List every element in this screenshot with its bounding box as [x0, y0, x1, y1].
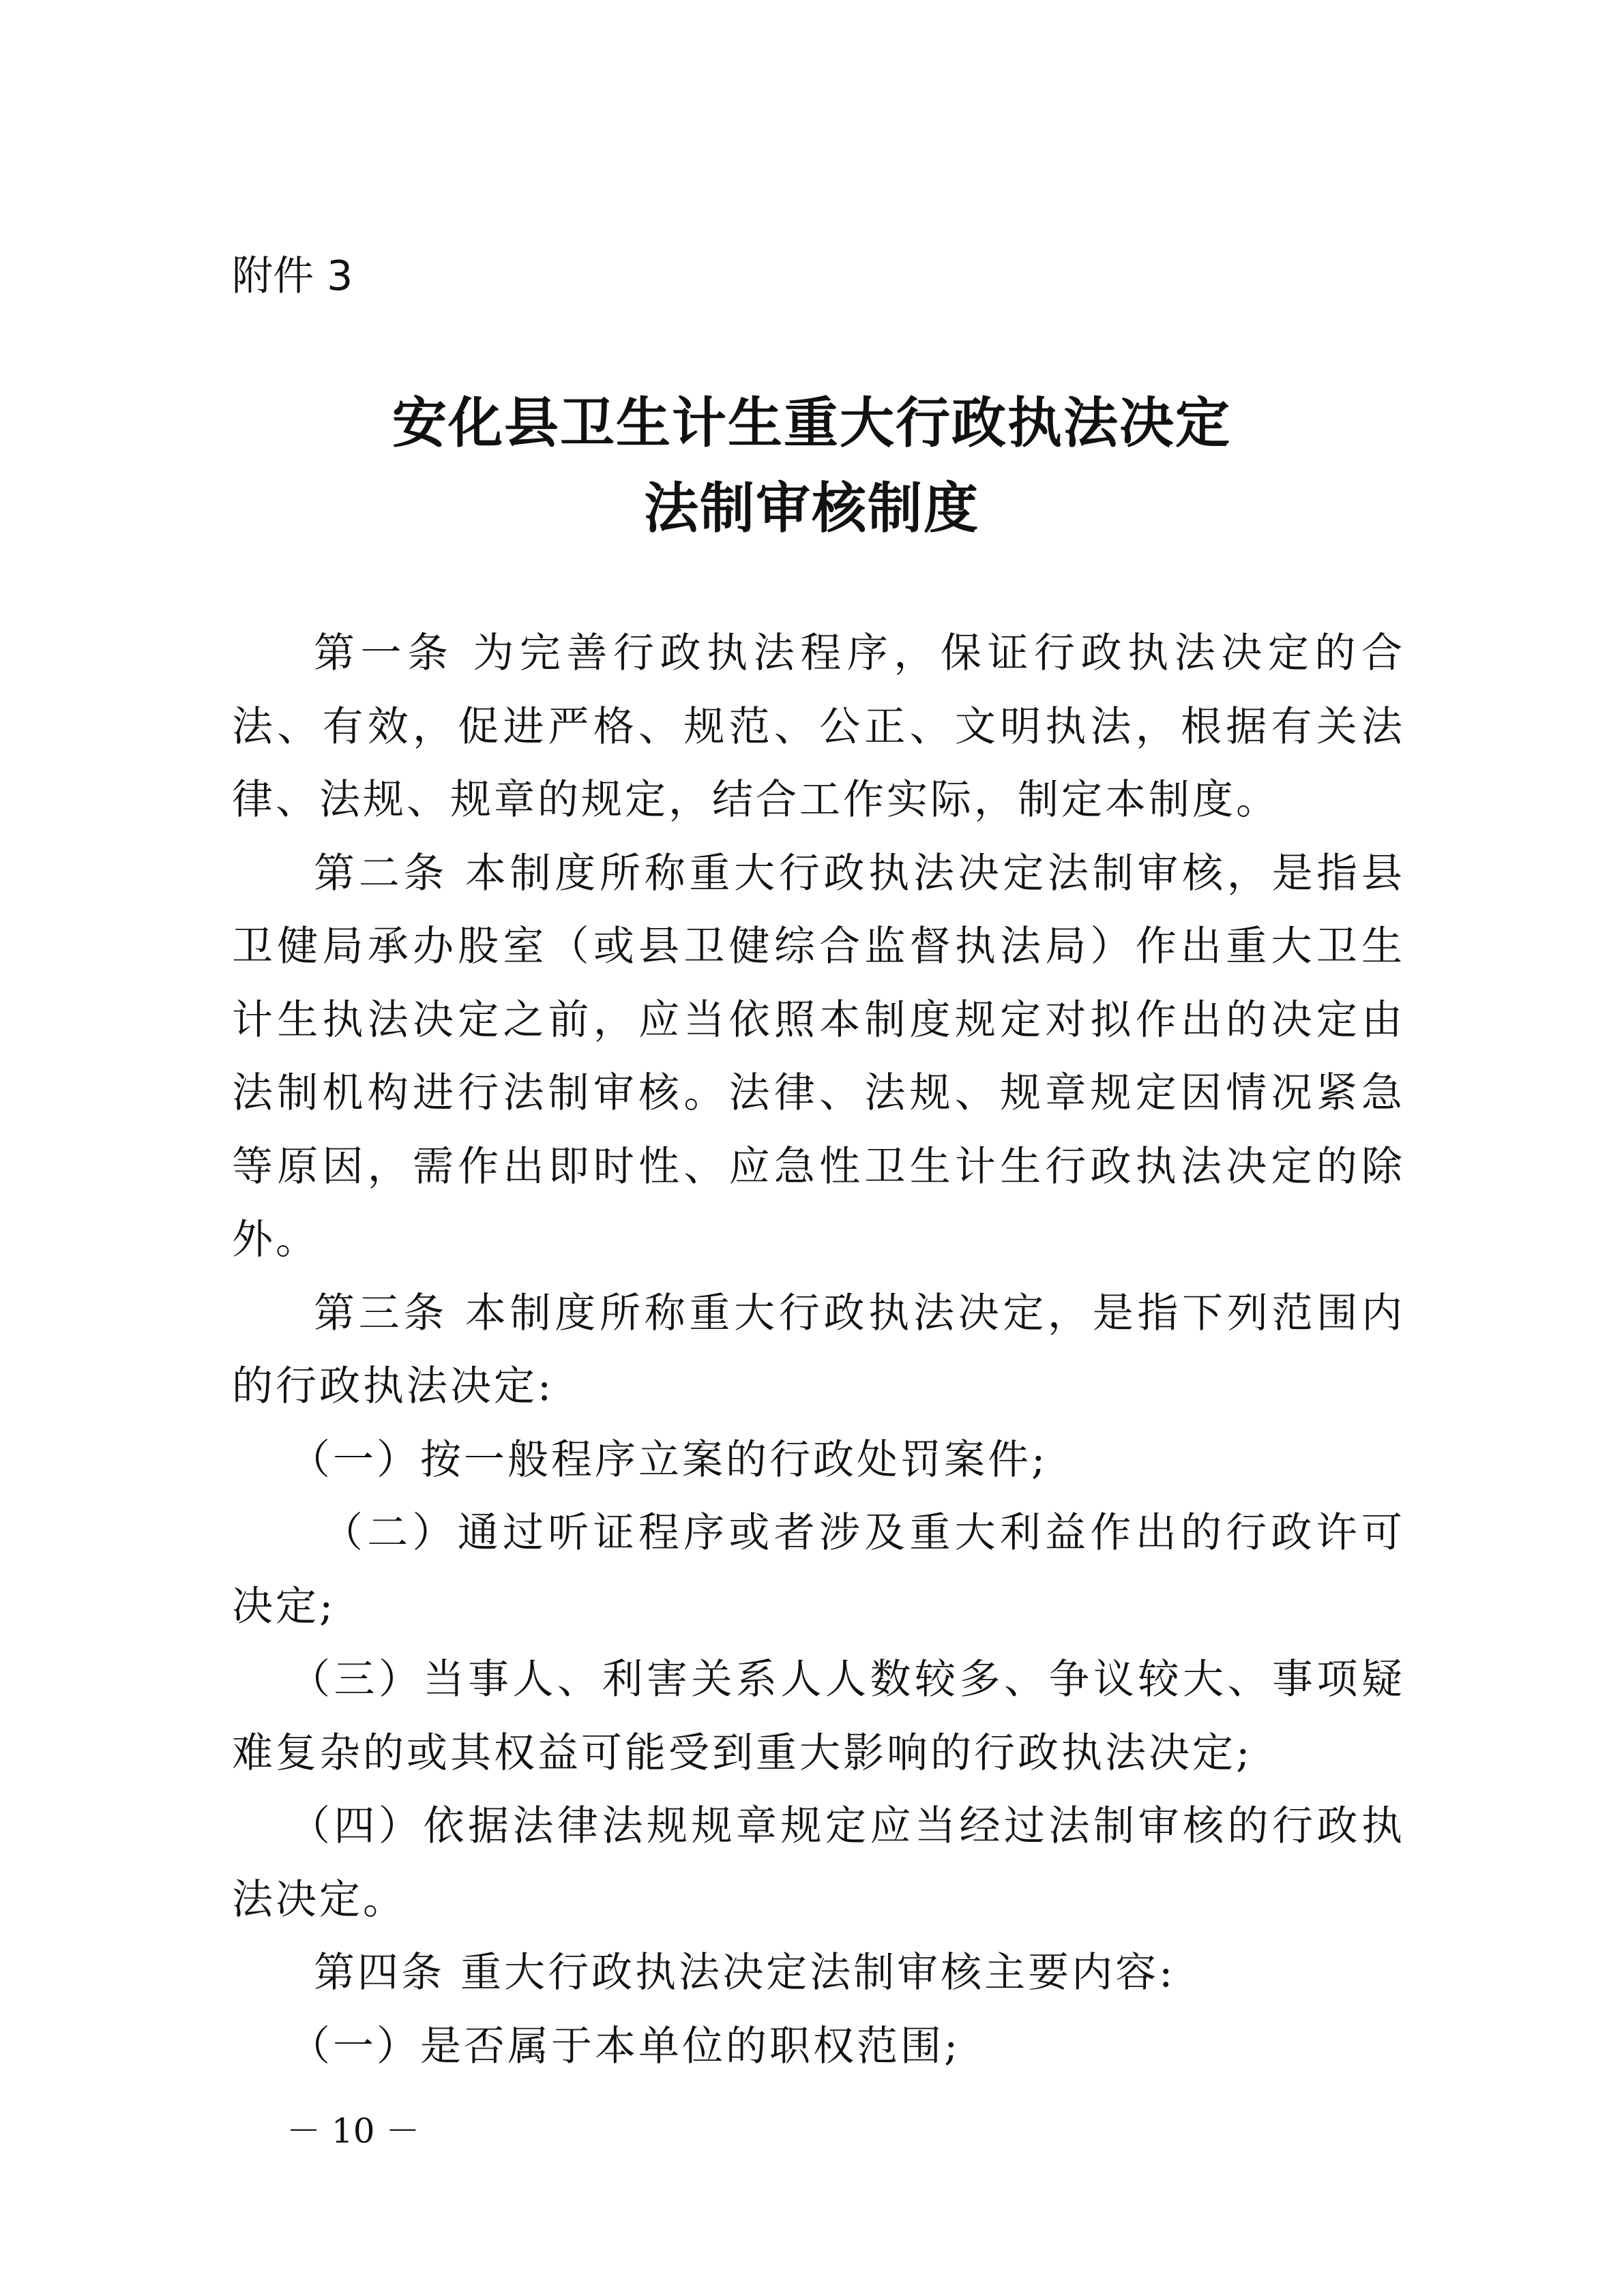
article-3-item-1: （一）按一般程序立案的行政处罚案件; [289, 1435, 1048, 1484]
article-1-paragraph: 第一条 为完善行政执法程序，保证行政执法决定的合法、有效，促进严格、规范、公正、文明执法，根据有关法律、法规、规章的规定，结合工作实际，制定本制度。 [232, 629, 1405, 824]
article-2-paragraph: 第二条 本制度所称重大行政执法决定法制审核，是指县卫健局承办股室（或县卫健综合监督执法局）作出重大卫生计生执法决定之前，应当依照本制度规定对拟作出的决定由法制机构进行法制审核。法律、法规、规章规定因情况紧急等原因，需作出即时性、应急性卫生计生行政执法决定的除外。 [232, 849, 1405, 1264]
article-3-item-2: （二）通过听证程序或者涉及重大利益作出的行政许可决定; [232, 1509, 1405, 1630]
document-title-line-2: 法制审核制度 [644, 476, 979, 540]
document-title-line-1: 安化县卫生计生重大行政执法决定 [392, 391, 1231, 455]
article-3-item-3: （三）当事人、利害关系人人数较多、争议较大、事项疑难复杂的或其权益可能受到重大影响的行政执法决定; [232, 1656, 1405, 1777]
article-4-paragraph: 第四条 重大行政执法决定法制审核主要内容: [314, 1949, 1176, 1997]
attachment-label: 附件 3 [232, 252, 353, 300]
document-body [232, 617, 1405, 2083]
article-3-paragraph: 第三条 本制度所称重大行政执法决定，是指下列范围内的行政执法决定: [232, 1289, 1405, 1410]
page-number: － 10 － [286, 2111, 420, 2151]
article-3-item-4: （四）依据法律法规规章规定应当经过法制审核的行政执法决定。 [232, 1802, 1405, 1924]
article-4-item-1: （一）是否属于本单位的职权范围; [289, 2022, 961, 2070]
